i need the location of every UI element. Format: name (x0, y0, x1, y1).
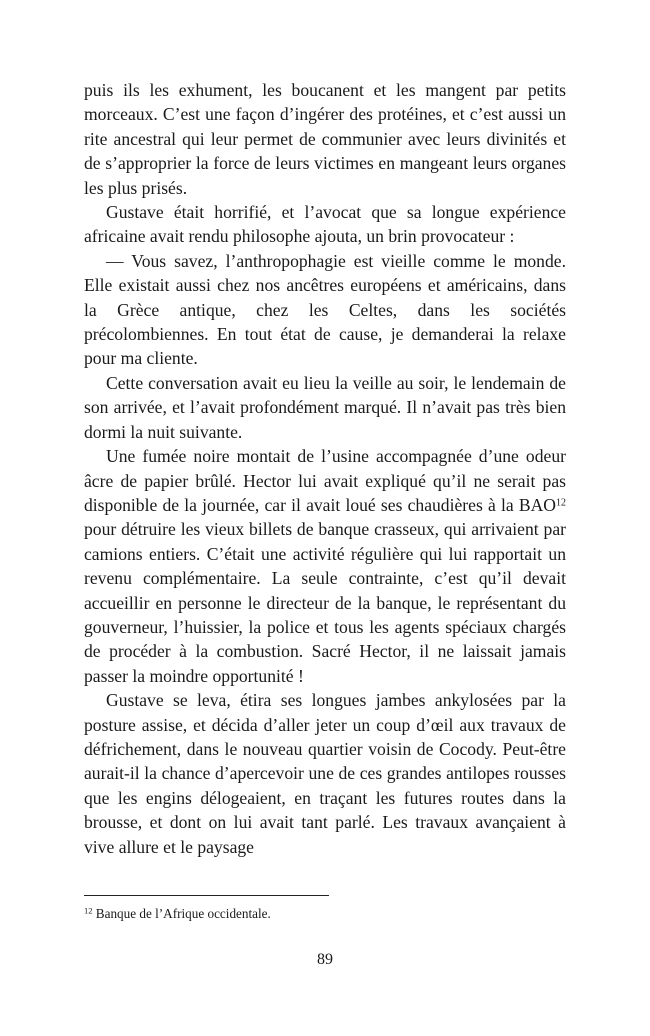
paragraph-4: Cette conversation avait eu lieu la veille au soir, le lendemain de son arrivée, et l’avait profondément marqué. Il n’avait pas très bien dormi la nuit suivante. (84, 372, 566, 442)
footnote-reference: 12 (556, 497, 566, 509)
paragraph-5-after-note: pour détruire les vieux billets de banque crasseux, qui arrivaient par camions entiers. C’était une activité régulière qui lui rapportait un revenu complémentaire. La seule contrainte, c’est qu’il devait accueillir en personne le directeur de la banque, le représentant du gouverneur, l’huissier, la police et tous les agents spéciaux chargés de procéder à la combustion. Sacré Hector, il ne laissait jamais passer la moindre opportunité ! (84, 519, 566, 686)
paragraph-2: Gustave était horrifié, et l’avocat que sa longue expérience africaine avait rendu philosophe ajouta, un brin provocateur : (84, 202, 566, 247)
paragraph-6: Gustave se leva, étira ses longues jambes ankylosées par la posture assise, et décida d’aller jeter un coup d’œil aux travaux de défrichement, dans le nouveau quartier voisin de Cocody. Peut-être aurait-il la chance d’apercevoir une de ces grandes antilopes rousses que les engins délogeaient, en traçant les futures routes dans la brousse, et dont on lui avait tant parlé. Les travaux avançaient à vive allure et le paysage (84, 690, 566, 857)
paragraph-5-before-note: Une fumée noire montait de l’usine accompagnée d’une odeur âcre de papier brûlé. Hector lui avait expliqué qu’il ne serait pas disponible de la journée, car il avait loué ses chaudières à la BAO (84, 446, 566, 515)
paragraph-3-dialogue: — Vous savez, l’anthropophagie est vieille comme le monde. Elle existait aussi chez nos ancêtres européens et américains, dans la Grèce antique, chez les Celtes, dans les sociétés précolombiennes. En tout état de cause, je demanderai la relaxe pour ma cliente. (84, 250, 566, 369)
page-body (84, 78, 566, 859)
footnote-divider (84, 895, 329, 896)
footnote (84, 905, 271, 923)
page-number: 89 (317, 951, 333, 968)
footnote-text: Banque de l’Afrique occidentale. (92, 906, 271, 921)
footnote-number: 12 (84, 905, 93, 916)
paragraph-5 (84, 444, 566, 688)
paragraph-1: puis ils les exhument, les boucanent et les mangent par petits morceaux. C’est une façon d’ingérer des protéines, et c’est aussi un rite ancestral qui leur permet de communier avec leurs divinités et de s’approprier la force de leurs victimes en mangeant leurs organes les plus prisés. (84, 80, 566, 198)
